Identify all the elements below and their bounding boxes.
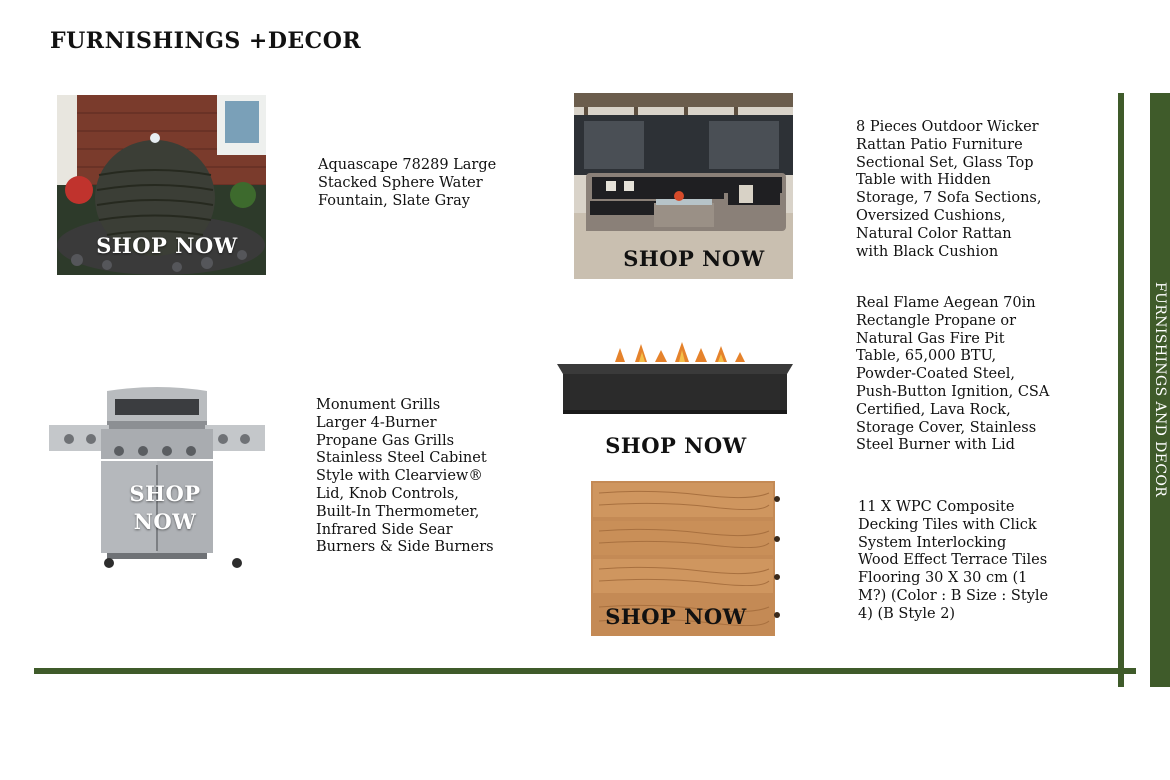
shop-now-decking[interactable]: SHOP NOW — [605, 604, 747, 629]
fire-pit-description: Real Flame Aegean 70in Rectangle Propane or Natural Gas Fire Pit Table, 65,000 BTU, Powder-Coated Steel, Push-Button Ignition, CSA Certified, Lava Rock, Storage Cover, Stainless Steel Burner with Lid — [856, 295, 1050, 454]
side-label — [1150, 93, 1170, 687]
shop-now-patio[interactable]: SHOP NOW — [623, 246, 765, 271]
shop-now-fire-pit[interactable]: SHOP NOW — [605, 433, 747, 458]
shop-now-fountain[interactable]: SHOP NOW — [96, 233, 238, 258]
vertical-divider — [1118, 93, 1124, 687]
side-label-text: FURNISHINGS AND DECOR — [1152, 282, 1168, 498]
grill-image[interactable] — [47, 385, 266, 570]
decking-tiles-description: 11 X WPC Composite Decking Tiles with Click System Interlocking Wood Effect Terrace Tiles Flooring 30 X 30 cm (1 M?) (Color : B Size : Style 4) (B Style 2) — [858, 499, 1049, 622]
shop-now-grill[interactable]: SHOP NOW — [129, 481, 201, 534]
fire-pit-image[interactable] — [555, 340, 795, 420]
bottom-divider — [34, 668, 1136, 674]
patio-furniture-description: 8 Pieces Outdoor Wicker Rattan Patio Furniture Sectional Set, Glass Top Table with Hidden Storage, 7 Sofa Sections, Oversized Cushions, Natural Color Rattan with Black Cushion — [856, 119, 1042, 260]
grill-description: Monument Grills Larger 4-Burner Propane Gas Grills Stainless Steel Cabinet Style with Clearview® Lid, Knob Controls, Built-In Thermometer, Infrared Side Sear Burners & Side Burners — [316, 397, 494, 556]
fountain-description: Aquascape 78289 Large Stacked Sphere Water Fountain, Slate Gray — [318, 157, 497, 209]
page-title: FURNISHINGS +DECOR — [50, 28, 362, 54]
